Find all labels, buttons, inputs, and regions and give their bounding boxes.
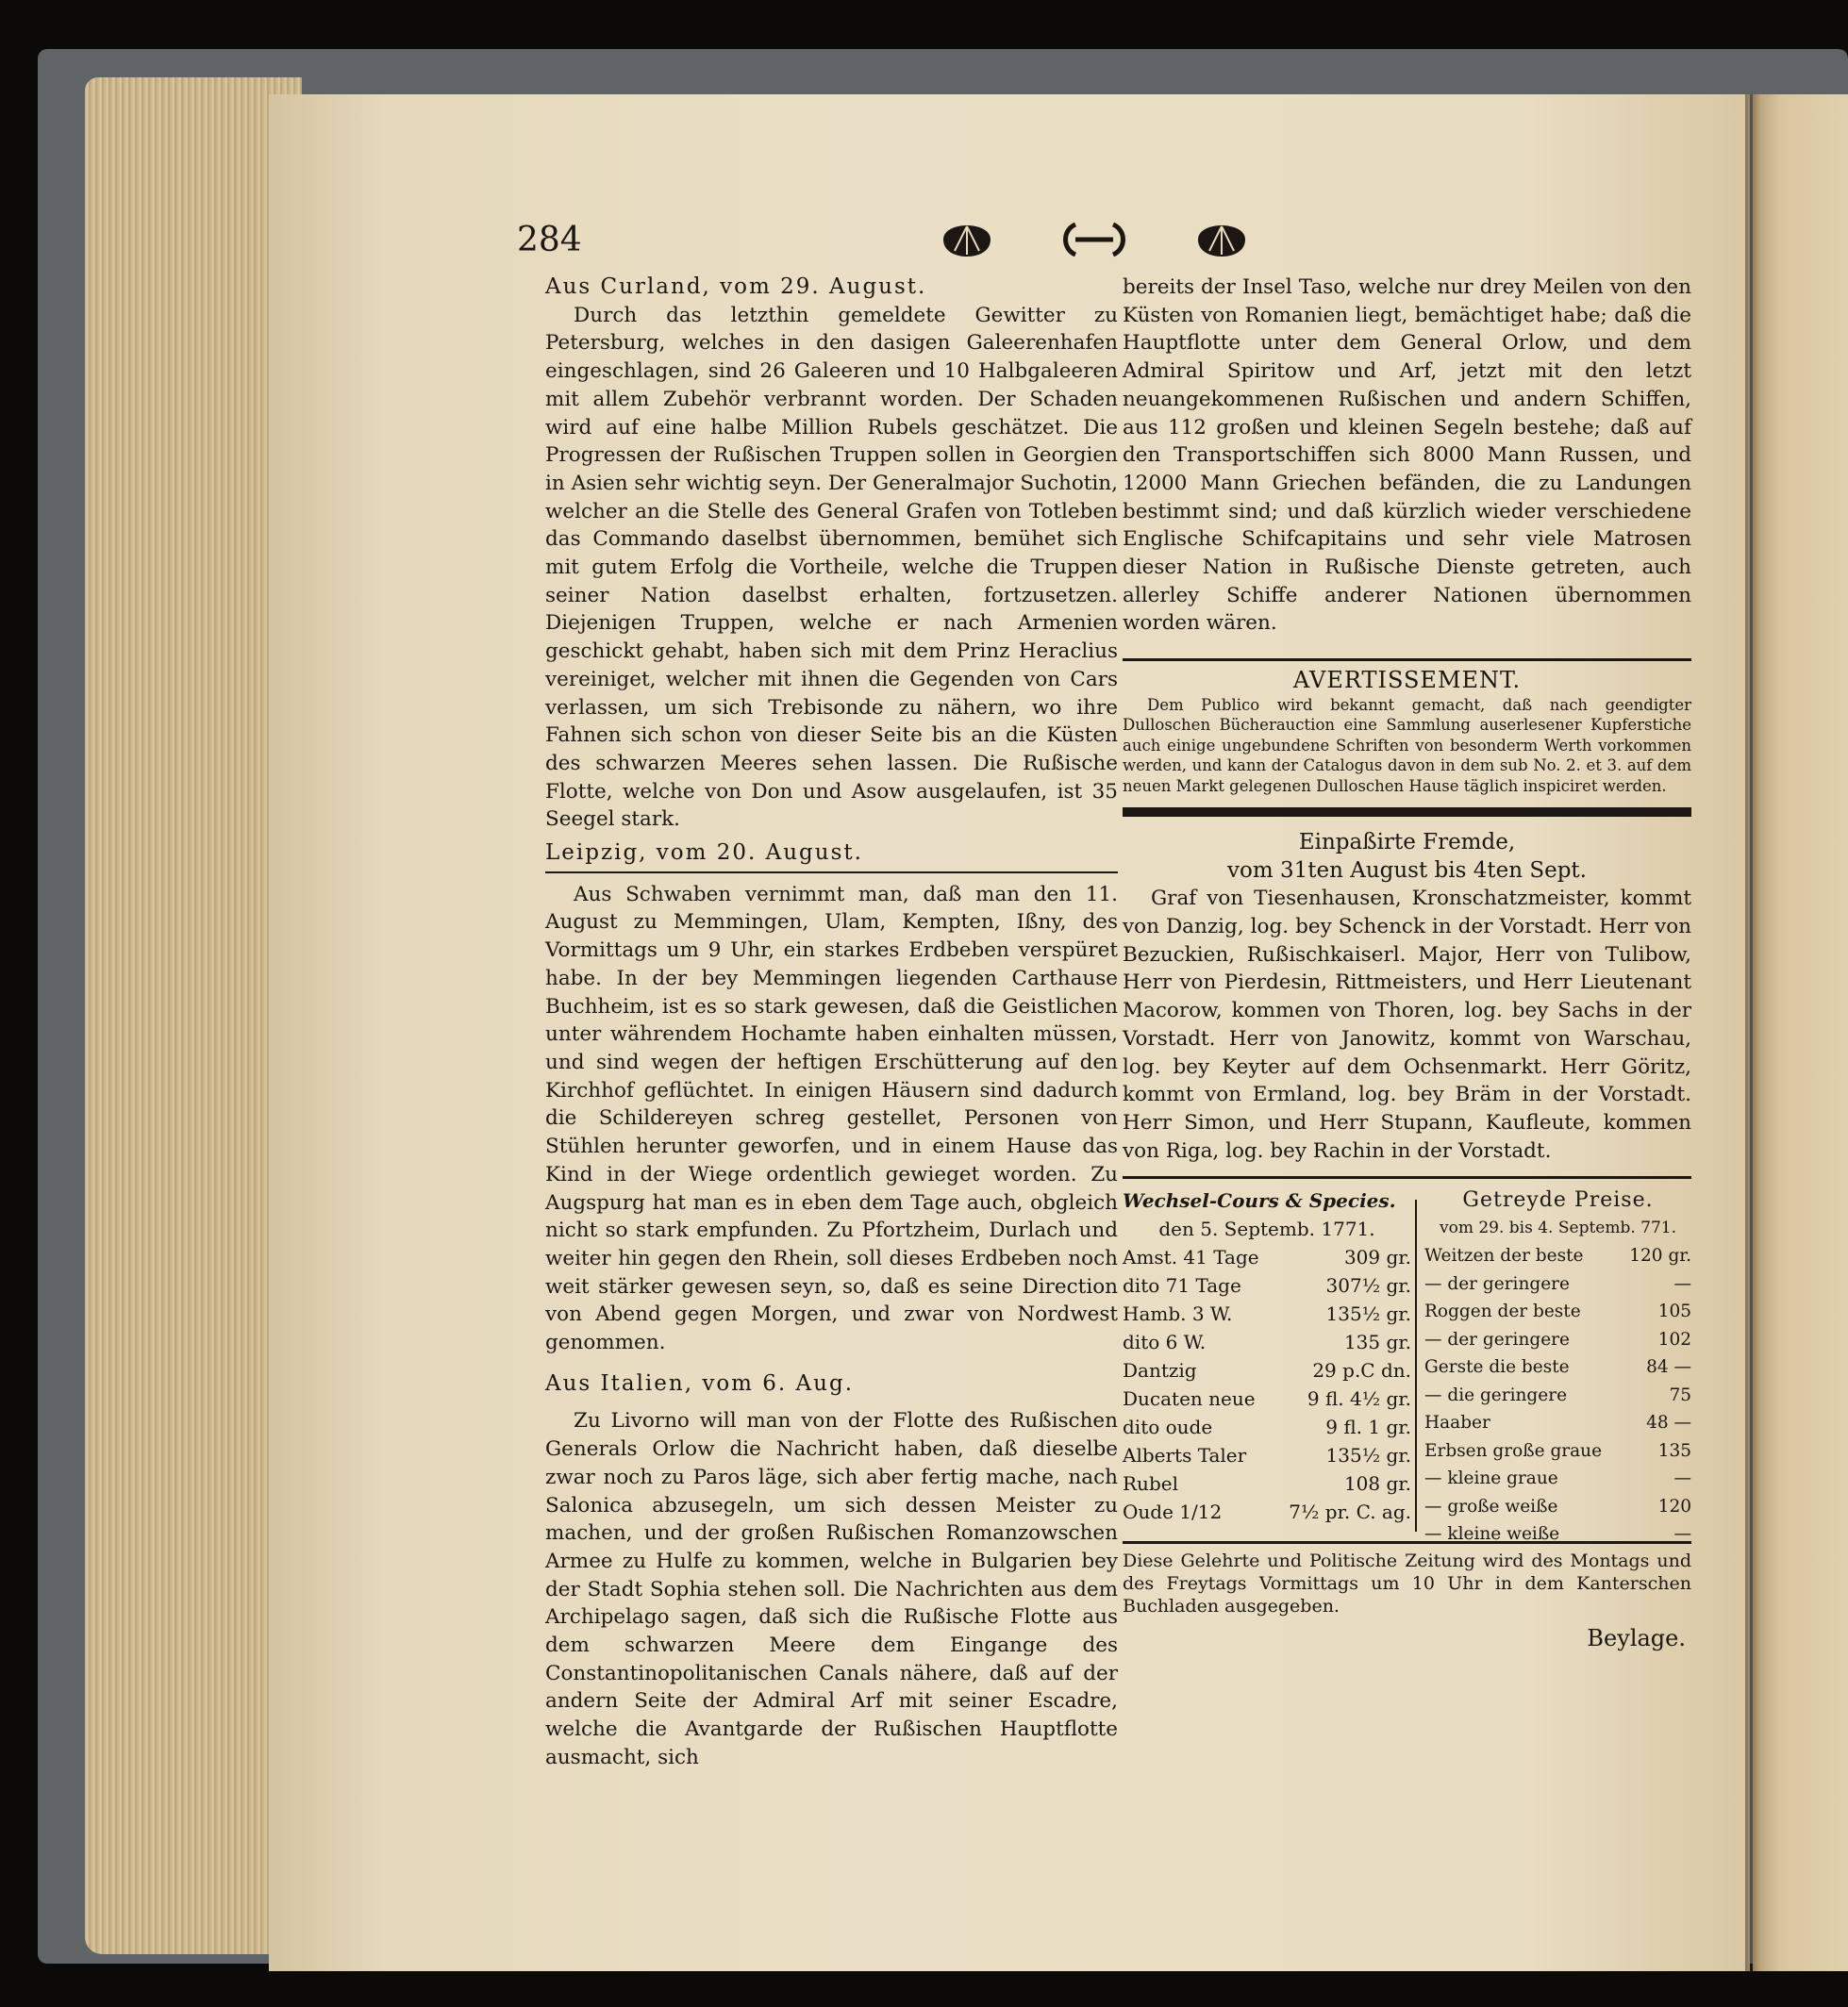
row-value: 102 (1657, 1329, 1691, 1350)
table-row (1123, 1385, 1411, 1413)
curland-heading: Aus Curland, vom 29. August. (545, 274, 927, 299)
table-row (1424, 1298, 1691, 1326)
row-value: — (1673, 1524, 1691, 1545)
table-row (1123, 1328, 1411, 1356)
row-value: 7½ pr. C. ag. (1289, 1501, 1411, 1524)
table-row (1424, 1270, 1691, 1299)
getreyde-preise-table (1424, 1186, 1691, 1549)
row-value: 307½ gr. (1325, 1274, 1411, 1298)
table-row (1123, 1469, 1411, 1498)
table-row (1424, 1493, 1691, 1521)
table-row (1123, 1498, 1411, 1526)
publication-notice: Diese Gelehrte und Politische Zeitung wird des Montags und des Freytags Vormittags um 10 Uhr in dem Kanterschen Buchladen ausgegeben. (1123, 1551, 1691, 1617)
row-label: Dantzig (1123, 1359, 1197, 1383)
table-row (1123, 1441, 1411, 1469)
italien-article: Zu Livorno will man von der Flotte des Rußischen Generals Orlow die Nachricht haben, daß dieselbe zwar noch zu Paros läge, sich aber fertig mache, nach Salonica abzusegeln, um sich dessen Meister zu machen, und der großen Rußischen Romanzowschen Armee zu Hulfe zu kommen, welche in Bulgarien bey der Stadt Sophia stehen soll. Die Nachrichten aus dem Archipelago sagen, daß sich die Rußische Flotte aus dem schwarzen Meere dem Eingange des Constantinopolitanischen Canals nähere, daß auf der andern Seite der Admiral Arf mit seiner Escadre, welche die Avantgarde der Rußischen Hauptflotte ausmacht, sich (545, 1409, 1118, 1769)
table-row (1123, 1271, 1411, 1300)
table-row (1424, 1382, 1691, 1410)
wechsel-title: Wechsel-Cours & Species. (1123, 1189, 1396, 1213)
row-value: — (1673, 1468, 1691, 1489)
facing-page-edge (1753, 94, 1848, 1971)
price-tables (1123, 1186, 1691, 1545)
table-row (1424, 1409, 1691, 1437)
header-ornament-icon (934, 213, 1255, 266)
row-label: dito 6 W. (1123, 1331, 1207, 1354)
table-row (1123, 1300, 1411, 1328)
italien-heading: Aus Italien, vom 6. Aug. (545, 1370, 855, 1396)
row-value: 135½ gr. (1325, 1302, 1411, 1326)
row-value: 75 (1669, 1385, 1691, 1405)
fremde-list: Graf von Tiesenhausen, Kronschatzmeister, kommt von Danzig, log. bey Schenck in der Vorstadt. Herr von Bezuckien, Rußischkaiserl. Major, Herr von Tulibow, Herr von Pierdesin, Rittmeisters, und Herr Lieutenant Macorow, kommen von Thoren, log. bey Sachs in der Vorstadt. Herr von Janowitz, kommt von Warschau, log. bey Keyter auf dem Ochsenmarkt. Herr Göritz, kommt von Ermland, log. bey Bräm in der Vorstadt. Herr Simon, und Herr Stupann, Kaufleute, kommen von Riga, log. bey Rachin in der Vorstadt. (1123, 887, 1691, 1163)
row-label: Erbsen große graue (1424, 1440, 1603, 1461)
row-label: Weitzen der beste (1424, 1246, 1584, 1267)
row-value: 120 (1657, 1496, 1691, 1517)
leipzig-article: Aus Schwaben vernimmt man, daß man den 11. August zu Memmingen, Ulam, Kempten, Ißny, des Vormittags um 9 Uhr, ein starkes Erdbeben verspüret habe. In der bey Memmingen liegenden Carthause Buchheim, ist es so stark gewesen, daß die Geistlichen unter währendem Hochamte haben einhalten müssen, und sind wegen der heftigen Erschütterung auf den Kirchhof geflüchtet. In einigen Häusern sind dadurch die Schildereyen schreg gestellet, Personen von Stühlen herunter geworfen, und in einem Hause das Kind in der Wiege ordentlich gewieget worden. Zu Augspurg hat man es in eben dem Tage auch, obgleich nicht so stark empfunden. Zu Pfortzheim, Durlach und weiter hin gegen den Rhein, soll dieses Erdbeben noch weit stärker gewesen seyn, so, daß es seine Direction von Abend gegen Morgen, und zwar von Nordwest genommen. (545, 882, 1118, 1355)
left-column (545, 274, 1118, 1772)
table-row (1123, 1356, 1411, 1385)
wechsel-date: den 5. Septemb. 1771. (1158, 1218, 1375, 1241)
row-label: Hamb. 3 W. (1123, 1302, 1233, 1326)
right-column (1123, 274, 1691, 1653)
heavy-divider (1123, 807, 1691, 817)
fremde-title: Einpaßirte Fremde, (1298, 830, 1516, 855)
row-label: Alberts Taler (1123, 1444, 1247, 1468)
row-label: Haaber (1424, 1413, 1490, 1434)
row-label: Ducaten neue (1123, 1387, 1256, 1411)
table-row (1424, 1353, 1691, 1382)
page-number: 284 (517, 221, 582, 259)
gutter-shadow (1745, 94, 1760, 1971)
row-label: Gerste die beste (1424, 1357, 1570, 1378)
row-label: Oude 1/12 (1123, 1501, 1223, 1524)
section-divider (1123, 1176, 1691, 1179)
catchword-beylage: Beylage. (1587, 1625, 1686, 1652)
row-label: — kleine weiße (1424, 1524, 1560, 1545)
row-label: Rubel (1123, 1472, 1178, 1496)
row-value: 9 fl. 4½ gr. (1307, 1387, 1411, 1411)
row-label: — kleine graue (1424, 1468, 1558, 1489)
row-value: 108 gr. (1343, 1472, 1411, 1496)
row-value: 135 (1657, 1440, 1691, 1461)
row-label: dito 71 Tage (1123, 1274, 1241, 1298)
table-row (1424, 1437, 1691, 1466)
row-label: — große weiße (1424, 1496, 1558, 1517)
row-label: — die geringere (1424, 1385, 1568, 1405)
row-value: 135½ gr. (1325, 1444, 1411, 1468)
section-divider (545, 871, 1118, 873)
getreyde-date: vom 29. bis 4. Septemb. 771. (1439, 1218, 1676, 1237)
wechsel-cours-table (1123, 1186, 1411, 1526)
row-label: Amst. 41 Tage (1123, 1246, 1259, 1269)
fremde-subtitle: vom 31ten August bis 4ten Sept. (1227, 858, 1587, 884)
getreyde-title: Getreyde Preise. (1462, 1188, 1654, 1213)
table-row (1123, 1243, 1411, 1271)
leipzig-heading: Leipzig, vom 20. August. (545, 840, 863, 866)
section-divider (1123, 658, 1691, 661)
row-value: 48 — (1646, 1413, 1691, 1434)
avertissement-title: AVERTISSEMENT. (1292, 667, 1522, 694)
row-label: — der geringere (1424, 1273, 1570, 1294)
table-row (1424, 1520, 1691, 1549)
row-value: 105 (1657, 1302, 1691, 1322)
row-value: 309 gr. (1343, 1246, 1411, 1269)
row-label: Roggen der beste (1424, 1302, 1581, 1322)
table-row (1424, 1326, 1691, 1354)
avertissement-text: Dem Publico wird bekannt gemacht, daß nach geendigter Dulloschen Bücherauction eine Sammlung auserlesener Kupferstiche auch einige ungebundene Schriften von besonderm Werth vorkommen werden, und kann der Catalogus davon in dem sub No. 2. et 3. auf dem neuen Markt gelegenen Dulloschen Hause täglich inspiciret werden. (1123, 695, 1691, 795)
table-divider (1415, 1200, 1417, 1532)
row-value: 84 — (1646, 1357, 1691, 1378)
table-row (1424, 1242, 1691, 1270)
row-value: 120 gr. (1629, 1246, 1691, 1267)
italien-article-continued: bereits der Insel Taso, welche nur drey Meilen von den Küsten von Romanien liegt, bemächtiget habe; daß die Hauptflotte unter dem General Orlow, und dem Admiral Spiritow und Arf, jetzt mit den letzt neuangekommenen Rußischen und andern Schiffen, aus 112 großen und kleinen Segeln bestehe; daß auf den Transportschiffen sich 8000 Mann Russen, und 12000 Mann Griechen befänden, die zu Landungen bestimmt sind; und daß kürzlich wieder verschiedene Englische Schifcapitains und sehr viele Matrosen dieser Nation in Rußische Dienste getreten, auch allerley Schiffe anderer Nationen übernommen worden wären. (1123, 275, 1691, 636)
table-row (1123, 1413, 1411, 1441)
table-row (1424, 1465, 1691, 1493)
row-value: 29 p.C dn. (1312, 1359, 1411, 1383)
curland-article: Durch das letzthin gemeldete Gewitter zu Petersburg, welches in den dasigen Galeerenhafen eingeschlagen, sind 26 Galeeren und 10 Halbgaleeren mit allem Zubehör verbrannt worden. Der Schaden wird auf eine halbe Million Rubels geschätzet. Die Progressen der Rußischen Truppen sollen in Georgien in Asien sehr wichtig seyn. Der Generalmajor Suchotin, welcher an die Stelle des General Grafen von Totleben das Commando daselbst übernommen, bemühet sich mit gutem Erfolg die Vortheile, welche die Truppen seiner Nation daselbst erhalten, fortzusetzen. Diejenigen Truppen, welche er nach Armenien geschickt gehabt, haben sich mit dem Prinz Heraclius vereiniget, welcher mit ihnen die Gegenden von Cars verlassen, um sich Trebisonde zu nähern, wo ihre Fahnen sich schon von dieser Seite bis an die Küsten des schwarzen Meeres sehen lassen. Die Rußische Flotte, welche von Don und Asow ausgelaufen, ist 35 Seegel stark. (545, 303, 1118, 832)
row-label: — der geringere (1424, 1329, 1570, 1350)
row-value: — (1673, 1273, 1691, 1294)
row-value: 9 fl. 1 gr. (1325, 1416, 1411, 1439)
row-value: 135 gr. (1343, 1331, 1411, 1354)
row-label: dito oude (1123, 1416, 1213, 1439)
